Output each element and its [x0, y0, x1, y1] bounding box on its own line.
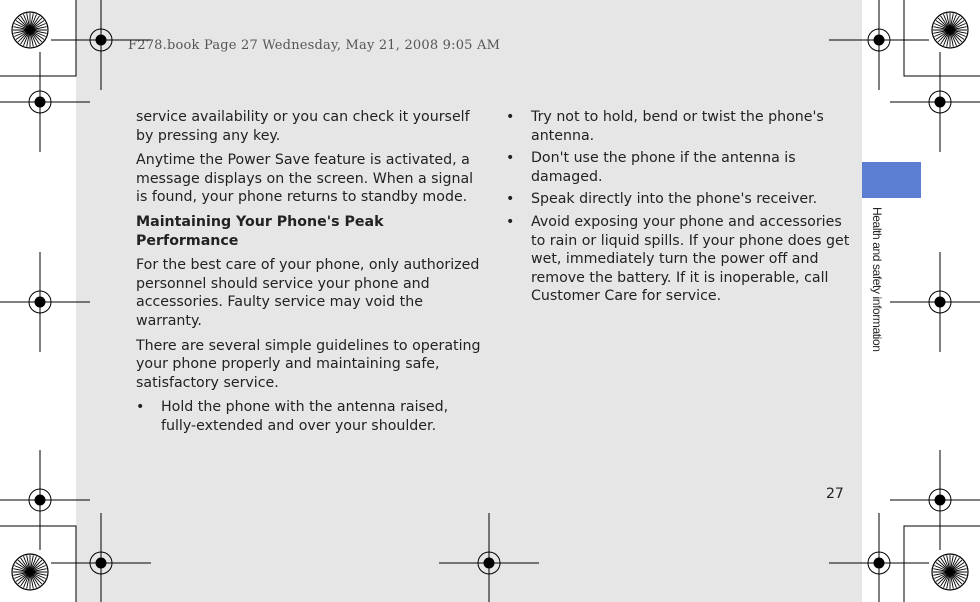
- color-target-icon: [932, 554, 968, 590]
- paragraph: There are several simple guidelines to operating your phone properly and maintaining safe, satisfactory service.: [136, 337, 481, 391]
- list-item-text: Speak directly into the phone's receiver.: [531, 191, 818, 208]
- paragraph: service availability or you can check it yourself by pressing any key.: [136, 109, 470, 144]
- bullet-icon: •: [136, 399, 145, 416]
- list-item-text: Avoid exposing your phone and accessories to rain or liquid spills. If your phone does get wet, immediately turn the power off and remove the battery. If it is inoperable, call Customer Care for service.: [531, 213, 850, 305]
- section-label-text: Health and safety information: [870, 207, 884, 352]
- registration-mark-icon: [890, 252, 980, 352]
- registration-mark-icon: [439, 513, 539, 602]
- paragraph: Anytime the Power Save feature is activated, a message displays on the screen. When a signal is found, your phone returns to standby mode.: [136, 152, 474, 206]
- bullet-icon: •: [506, 150, 515, 167]
- color-target-icon: [12, 12, 48, 48]
- section-heading: Maintaining Your Phone's Peak Performance: [136, 213, 384, 249]
- color-target-icon: [932, 12, 968, 48]
- bullet-icon: •: [506, 109, 515, 125]
- bullet-icon: •: [506, 191, 515, 208]
- print-header: F278.book Page 27 Wednesday, May 21, 2008 9:05 AM: [128, 38, 501, 53]
- list-item-text: Hold the phone with the antenna raised, fully-extended and over your shoulder.: [161, 399, 449, 434]
- list-item-text: Try not to hold, bend or twist the phone's antenna.: [531, 109, 824, 144]
- paragraph: For the best care of your phone, only authorized personnel should service your phone and accessories. Faulty service may void the warranty.: [136, 257, 480, 329]
- registration-mark-icon: [0, 252, 90, 352]
- list-item-text: Don't use the phone if the antenna is damaged.: [531, 150, 796, 185]
- page-number: 27: [826, 486, 844, 502]
- color-target-icon: [12, 554, 48, 590]
- bullet-icon: •: [506, 213, 515, 230]
